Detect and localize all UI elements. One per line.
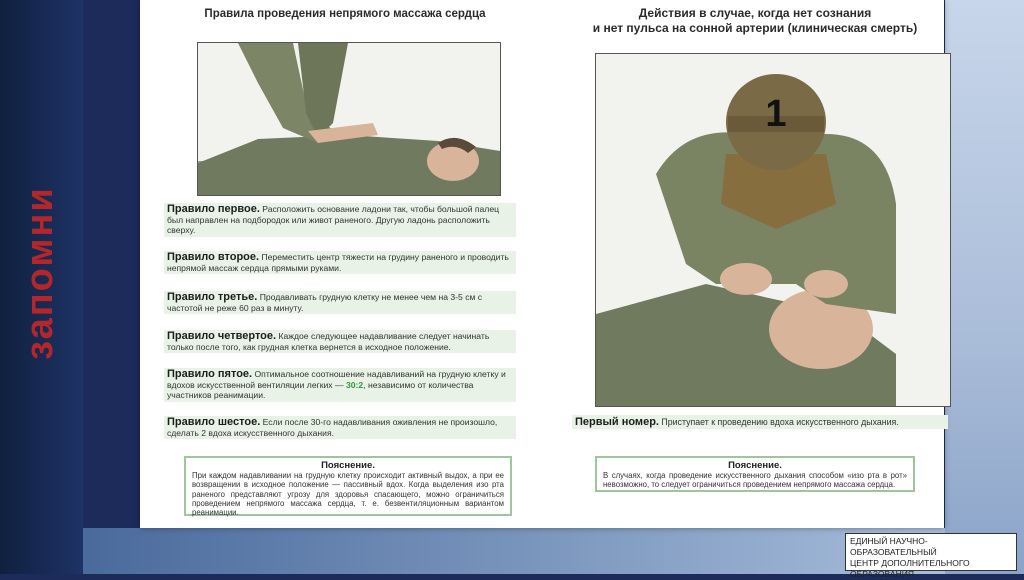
org-line-3: ОБРАЗОВАНИЯ (850, 569, 914, 579)
background-right (945, 0, 1024, 574)
rule-4 (164, 330, 516, 353)
rule-2-title: Правило второе. (167, 251, 260, 263)
helmet-number: 1 (765, 93, 787, 135)
note-left (184, 456, 512, 516)
cpr-compression-illustration (197, 42, 501, 196)
note-right (595, 456, 915, 492)
rule-1 (164, 203, 516, 237)
org-line-2: ЦЕНТР ДОПОЛНИТЕЛЬНОГО (850, 558, 970, 568)
right-title (575, 6, 935, 36)
rule-2-text: Переместить центр тяжести на грудину раненого и проводить непрямой массаж сердца прямыми руками. (167, 252, 509, 273)
rule-5-title: Правило пятое. (167, 368, 253, 380)
organization-label (845, 533, 1017, 579)
rule-5-text-b: , независимо от количества участников реанимации. (167, 379, 474, 400)
rule-4-title: Правило четвертое. (167, 330, 277, 342)
note-left-text: При каждом надавливании на грудную клетку происходит активный выдох, а при ее возвращении в исходное положение — пассивный вдох. Когда выделения изо рта раненого представляют угрозу для здоровья спасающего, можно ограничиться проведением непрямого массажа сердца, т. е. безвентиляционным вариантом реанимации. (192, 471, 504, 518)
rule-1-text: Расположить основание ладони так, чтобы большой палец был направлен на подбородок или живот раненого. Другую ладонь расположить сверху. (167, 204, 500, 235)
rule-5-ratio: 30:2 (345, 379, 364, 390)
rescue-breath-illustration (595, 53, 951, 407)
rule-3 (164, 291, 516, 314)
side-band (0, 0, 83, 574)
right-title-line2: и нет пульса на сонной артерии (клиническая смерть) (592, 21, 918, 35)
note-left-title: Пояснение. (321, 460, 375, 471)
first-number-caption (572, 415, 948, 429)
note-right-text: В случаях, когда проведение искусственного дыхания способом «изо рта в рот» невозможно, то следует ограничиться проведением непрямого массажа сердца. (603, 471, 907, 490)
rule-4-text: Каждое следующее надавливание следует начинать только после того, как грудная клетка вернется в исходное положение. (167, 331, 490, 352)
side-label: запомни (19, 186, 61, 360)
rule-5-text-a: Оптимальное соотношение надавливаний на грудную клетку и вдохов искусственной вентиляции легких — (167, 369, 506, 390)
rule-1-title: Правило первое. (167, 203, 260, 215)
left-title: Правила проведения непрямого массажа сердца (204, 8, 486, 20)
poster-sheet (140, 0, 944, 528)
background-bottom (83, 528, 945, 574)
first-number-title: Первый номер. (575, 416, 659, 428)
org-line-1: ЕДИНЫЙ НАУЧНО-ОБРАЗОВАТЕЛЬНЫЙ (850, 536, 937, 557)
rule-6-title: Правило шестое. (167, 416, 261, 428)
rule-3-text: Продавливать грудную клетку не менее чем на 3-5 см с частотой не реже 60 раз в минуту. (167, 292, 483, 313)
right-title-line1: Действия в случае, когда нет сознания (638, 6, 872, 20)
rule-2 (164, 251, 516, 274)
rule-6-text: Если после 30-го надавливания оживления не произошло, сделать 2 вдоха искусственного дыхания. (167, 417, 498, 438)
note-right-title: Пояснение. (728, 460, 782, 471)
rule-5 (164, 368, 516, 402)
rule-3-title: Правило третье. (167, 291, 258, 303)
rule-6 (164, 416, 516, 439)
first-number-text: Приступает к проведению вдоха искусственного дыхания. (661, 417, 899, 427)
